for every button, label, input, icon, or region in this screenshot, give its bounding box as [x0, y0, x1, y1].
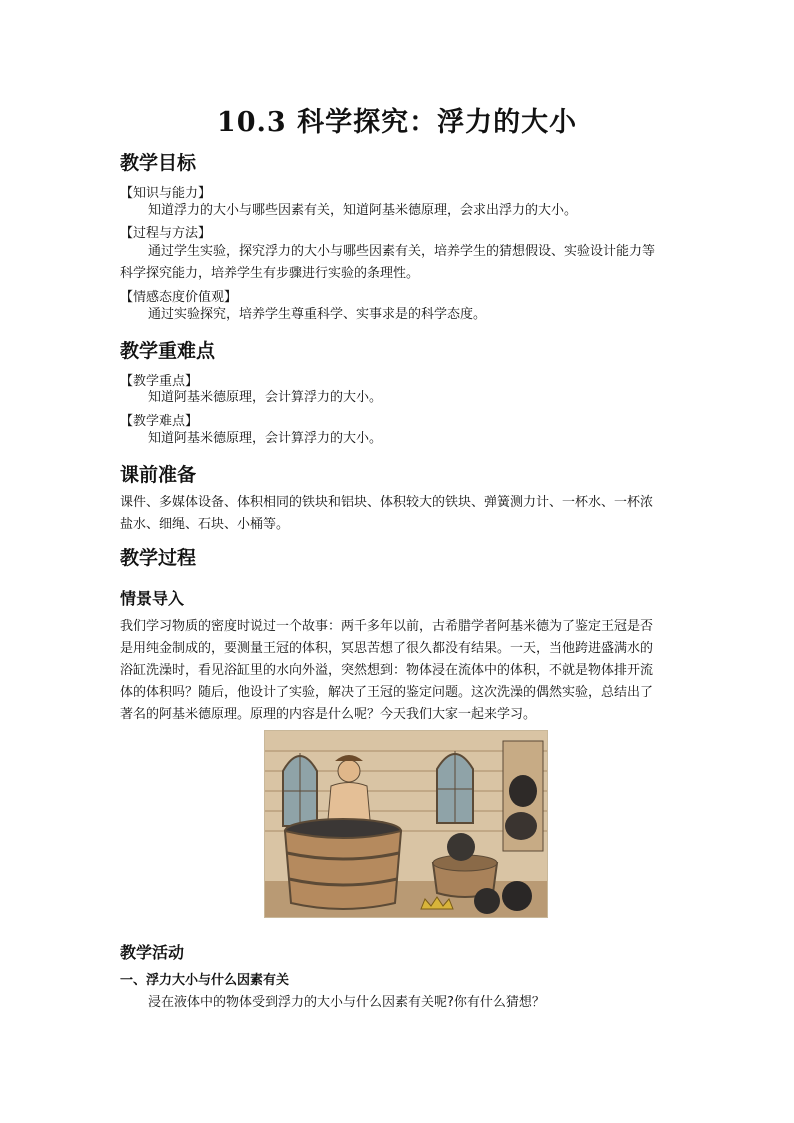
text-emotion: 通过实验探究，培养学生尊重科学、实事求是的科学态度。 — [148, 307, 487, 322]
heading-key-difficult-points: 教学重难点 — [120, 340, 216, 362]
label-teaching-difficulty: 【教学难点】 — [120, 414, 199, 429]
text-intro-line-3: 浴缸洗澡时，看见浴缸里的水向外溢，突然想到：物体浸在流体中的体积，不就是物体排开流 — [120, 663, 654, 678]
archimedes-bath-illustration — [264, 730, 548, 918]
text-preparation-line-1: 课件、多媒体设备、体积相同的铁块和铝块、体积较大的铁块、弹簧测力计、一杯水、一杯浓 — [120, 495, 654, 510]
text-activity-question: 浸在液体中的物体受到浮力的大小与什么因素有关呢?你有什么猜想？ — [148, 995, 545, 1010]
text-intro-line-4: 体的体积吗？随后，他设计了实验，解决了王冠的鉴定问题。这次洗澡的偶然实验，总结出了 — [120, 685, 654, 700]
label-emotion: 【情感态度价值观】 — [120, 290, 238, 305]
text-knowledge: 知道浮力的大小与哪些因素有关，知道阿基米德原理，会求出浮力的大小。 — [148, 203, 578, 218]
heading-scene-intro: 情景导入 — [120, 589, 185, 608]
text-preparation-line-2: 盐水、细绳、石块、小桶等。 — [120, 517, 290, 532]
document-title: 10.3 科学探究：浮力的大小 — [216, 107, 578, 138]
heading-teaching-activity: 教学活动 — [120, 943, 185, 962]
label-process-method: 【过程与方法】 — [120, 226, 212, 241]
text-process-line-2: 科学探究能力，培养学生有步骤进行实验的条理性。 — [120, 266, 420, 281]
label-teaching-focus: 【教学重点】 — [120, 374, 199, 389]
heading-preparation: 课前准备 — [120, 464, 197, 486]
text-teaching-focus: 知道阿基米德原理，会计算浮力的大小。 — [148, 390, 383, 405]
heading-teaching-process: 教学过程 — [120, 547, 197, 569]
text-intro-line-1: 我们学习物质的密度时说过一个故事：两千多年以前，古希腊学者阿基米德为了鉴定王冠是否 — [120, 619, 654, 634]
label-knowledge: 【知识与能力】 — [120, 186, 212, 201]
text-teaching-difficulty: 知道阿基米德原理，会计算浮力的大小。 — [148, 431, 383, 446]
text-process-line-1: 通过学生实验，探究浮力的大小与哪些因素有关，培养学生的猜想假设、实验设计能力等 — [148, 244, 656, 259]
text-intro-line-2: 是用纯金制成的，要测量王冠的体积，冥思苦想了很久都没有结果。一天，当他跨进盛满水的 — [120, 641, 654, 656]
heading-teaching-goals: 教学目标 — [120, 152, 197, 174]
text-intro-line-5: 著名的阿基米德原理。原理的内容是什么呢？今天我们大家一起来学习。 — [120, 707, 537, 722]
subheading-buoyancy-factors: 一、浮力大小与什么因素有关 — [120, 973, 290, 988]
